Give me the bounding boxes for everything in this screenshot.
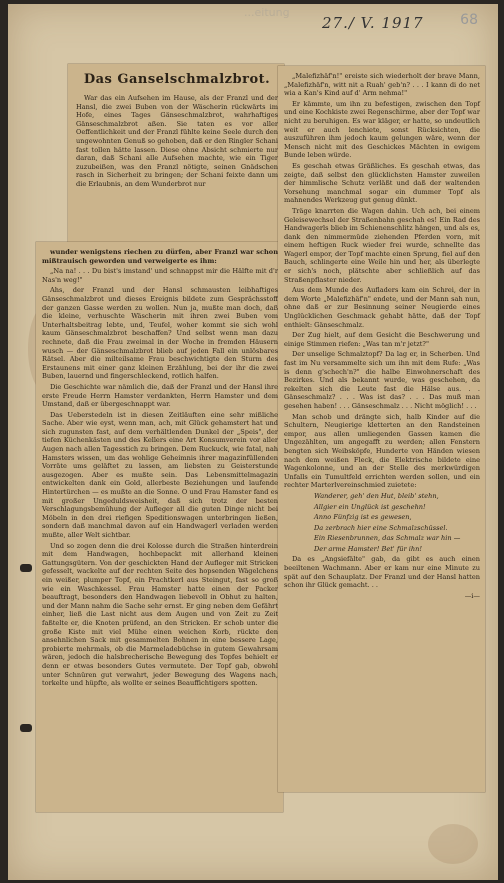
paragraph: Die Geschichte war nämlich die, daß der Franzl und der Hansl ihre erste Freude Herrn Hamster verdankten, Herrn Hamster und dem Umstand, daß er übergeschnappt war. (42, 382, 278, 409)
column-1-text (76, 94, 278, 189)
paragraph: Und so zogen denn die drei Kolosse durch die Straßen hinterdrein mit dem Handwagen, hochbepackt mit allerhand kleinen Gattungsgütern. Von der geschickten Hand der Aufleger mit Stricken gefesselt, wackelte auf der rechten Seite des hopsenden Wägelchens ein weißer, plumper Topf, ein Prachtkerl aus Steingut, fast so groß wie ein Waschkessel. Frau Hamster hatte einen der Packer beauftragt, besonders den Handwagen liebevoll in Obhut zu halten, und der Mann nahm die Sache sehr ernst. Er ging neben dem Gefährt einher, ließ die Last nicht aus dem Augen und von Zeit zu Zeit faßtelte er, die Knoten prüfend, an den Stricken. Er schob unter die große Kiste mit viel Mühe einen weichen Korb, rückte den ansehnlichen Sack mit gesammelten Bohnen in eine bessere Lage, probierte mehrmals, ob die Marmeladebüchse in gutem Gewahrsam wären, jedoch die halsbrecherische Bewegung des Topfes behielt er denn er etwas besonders Gutes vermutete. Der Topf gab, obwohl unter Schnüren gut verwahrt, jeder Bewegung des Wagens nach, torkelte und hüpfte, als wollte er seines Beauffichtigers spotten. (42, 541, 278, 688)
column-2-text (42, 248, 278, 688)
punch-hole (20, 724, 32, 732)
header-faded-text: ...eitung (244, 6, 290, 19)
paragraph: Träge knarrten die Wagen dahin. Uch ach, bei einem Geleisewechsel der Straßenbahn geschah es! Ein Rad des Handwagerls blieb im Schienenschlitz hängen, und als es, dank den nimmermüde ziehenden Pferden vorn, mit einem heftigen Ruck wieder frei wurde, schnellte das Wagerl empor, der Topf machte einen Sprung, fiel auf den Bauch, schlingerte eine Weile hin und her, als überlegte er sich's noch, plätschte aber schließlich auf das Straßenpflaster nieder. (284, 206, 480, 284)
stain-mark (428, 824, 478, 864)
paragraph: wunder wenigstens riechen zu dürfen, aber Franzl war schon mißtrauisch geworden und verweigerte es ihm: (42, 248, 278, 265)
paragraph: Der unselige Schmalztopf? Da lag er, in Scherben. Und fast im Nu versammelte sich um ihn mit dem Rufe: „Was is denn g'schech'n?" die halbe Einwohnerschaft des Bezirkes. Und als bekannt wurde, was geschehen, da rekelten sich die Leute fast die Hälse aus. . . Gänseschmalz? . . . Was ist das? . . . Das muß man gesehen haben! . . . Gänseschmalz . . . Nicht möglich! . . . (284, 350, 480, 410)
paragraph: „Malefizhäf'n!" ereiste sich wiederholt der brave Mann, „Malefizhäf'n, witt nit a Ruah' geb'n? . . . I kann di do net wia a Kan's Kind auf d' Arm nehma!" (284, 72, 480, 98)
paragraph: Ein Riesenbrunnen, das Schmalz war hin — (314, 534, 461, 543)
paragraph: Das Ueberstedeln ist in diesen Zeitläuften eine sehr mißliche Sache. Aber wie eyst, wenn man, ach, mit Glück gehamstert hat und sich zugunsten fast, auf dem verhältlenden Dunkel der „Speis", der tiefen Küchenkästen und des Kellers eine Art Konsumverein vor aller Augen nach allen Tagesstich zu bringen. Dem Ruckuck, wie fatal, nah Hamsters wissen, um das wohlige Geheimnis ihrer magazinfüllenden Vorräte ums geläftet zu lassen, am liebsten zu Geisterstunde ausgezogen. Aber es mußte sein. Das Lebensmittelmagazin entwickelten dank ein Gold, allerbeste Beziehungen und laufende Hintertürchen — es mußte an die Sonne. O und Frau Hamster fand es mit großer Ungeduldsweisheit, daß sich trotz der besten Verschlagungsbemühung der Aufleger all die guten Dinge nicht bei Möbeln in den drei riefigen Speditionswagen unterbringen ließen, sondern daß manchmal davon auf ein Handwagerl verladen werden mußte, aller Welt sichtbar. (42, 410, 278, 539)
paragraph: Er kämmte, um ihn zu befestigen, zwischen den Topf und eine Kochkiste zwei Regenschirme, aber der Topf war nicht zu beruhigen. Es war kläger, er hatte, so undeutlich weit er auch lenchiete, sonst Rücksichten, die auszuführen ihm jedoch kaum gelungen wäre, wenn der Mensch nicht mit des Geschickes Mächten in ewigem Bunde leben würde. (284, 99, 480, 160)
paragraph: Ahs, der Franzl und der Hansl schmausten leibhaftiges Gänseschmalzbrot und dieses Ereignis bildete zum Gesprächsstoff der ganzen Gasse werden zu wollen. Nun ja, mußte man doch, daß die kleine, verhuschte Wäscherin mit ihren zwei Buben vom Unterhaltsbeitrag lebte, und, Teufel, woher kommt sie sich wohl kaum Gänseschmalzbrot beschaffen? Und selbst wenn man dazu rechnete, daß die Frau zweimal in der Woche in fremden Häusern wusch — der Gänseschmalzbrot blieb auf jeden Fall ein unlösbares Rätsel. Aber die milteilsame Frau beschwichtigte den Sturm des Erstaunens mit einer ganz kleinen Erzählung, bei der ihr die zwei Buben, lauernd und fingerschleckend, rotlich halfen. (42, 286, 278, 381)
article-signature: —i— (464, 591, 480, 600)
clipping-left-column (36, 242, 283, 812)
handwritten-date: 27./ V. 1917 (322, 14, 424, 32)
paragraph: Allgier ein Unglück ist geschehn! (314, 502, 426, 511)
paragraph: „Na na! . . . Du bist's imstand' und schnappst mir die Hälfte mit d'r Nas'n weg!" (42, 267, 278, 284)
clipping-right-column (278, 66, 485, 792)
paragraph: Der arme Hamster! Bet' für ihn! (314, 544, 423, 553)
column-3-closing (284, 555, 480, 589)
page-number: 68 (460, 12, 478, 28)
punch-hole (20, 564, 32, 572)
paragraph: Man schob und drängte sich, halb Kinder auf die Schultern, Neugierige kletterten an den Randsteinen empor, aus allen umliegenden Gassen kamen die Ungezählten, um angegafft zu werden; allen Fenstern bengten sich Weibsköpfe, Hunderte von Händen wiesen nach dem weißen Fleck, die Elektrische bildete eine Wagenkolonne, und an der Stelle des merkwürdigen Unfalls ein Tumultfeld errichten werden sollen, und ein rechter Marterlvereinschmied zuietete: (284, 412, 480, 490)
column-3-text (284, 72, 480, 490)
paragraph: Es geschah etwas Gräßliches. Es geschah etwas, das zeigte, daß selbst den glücklichsten Hamster zuweilen der himmlische Schutz verläßt und daß der waltenden Vorsehung manchmal sogar ein dummer Topf als mahnendes Werkzeug gut genug dünkt. (284, 161, 480, 205)
article-title: Das Ganselschmalzbrot. (83, 72, 271, 87)
clipping-title-column (68, 64, 284, 244)
verse-block (284, 492, 480, 554)
archive-sheet (8, 4, 498, 880)
paragraph: Da es „Angsiefälte" gab, da gibt es auch einen beeiltenen Wachmann. Aber er kam nur eine Minute zu spät auf den Schauplatz. Der Franzl und der Hansl hatten schon ihr Glück gemacht. . . (284, 555, 480, 590)
paragraph: Aus dem Munde des Aufladers kam ein Schrei, der in dem Worte „Malefizhäf'n" endete, und der Mann sah nun, ohne daß er zur Besinnung seiner Neugierde eines Unglücklichen Geschmack gehabt hätte, daß der Topf enthielt: Gänseschmalz. (284, 286, 480, 329)
paragraph: War das ein Aufsehen im Hause, als der Franzl und der Hansl, die zwei Buben von der Wäscherin rückwärts im Hofe, eines Tages Gänseschmalzbrot, wahrhaftiges Gänseschmalzbrot aßen. Sie taten es vor aller Oeffentlichkeit und der Franzl fühlte keine Seele durch den ungewohnten Genuß so gehoben, daß er den Ringler Schani fast tollen hätte lassen. Diese ohne Absicht schmierte nur daran, daß Schani alle Aufsehen machte, wie ein Tiger zuzubeißen, was den Franzl nötigte, seinen Gnädschen rasch in Sicherheit zu bringen; der Schani feixte dann um die Erlaubnis, an dem Wunderbrot nur (76, 94, 278, 188)
paragraph: Der Zug hielt, auf dem Gesicht die Beschwerung und einige Stimmen riefen: „Was tan m'r jetzt?" (284, 331, 480, 348)
paragraph: Wanderer, geh' den Hut, bleib' stehn, (314, 491, 439, 500)
paragraph: Da zerbrach hier eine Schmalzschüssel. (314, 523, 448, 532)
paragraph: Anno Fünfzig ist es gewesen, (314, 513, 412, 522)
